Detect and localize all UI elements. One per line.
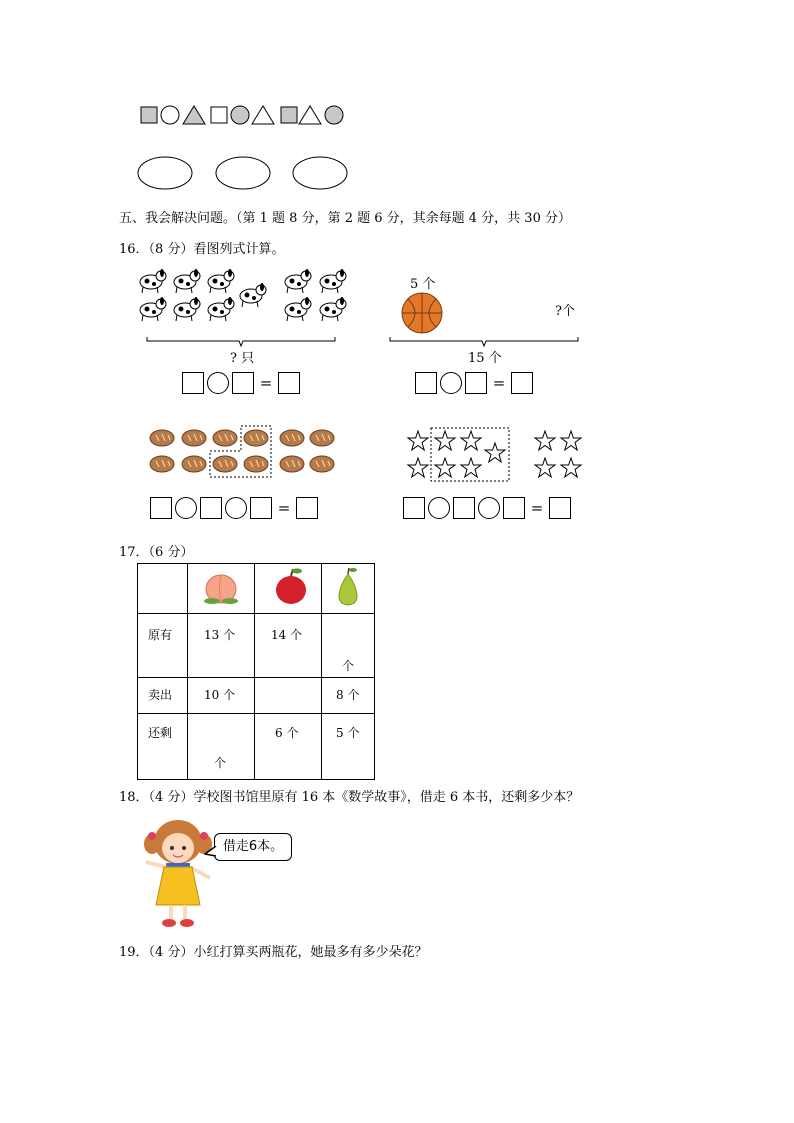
speech-text: 借走6本。 — [222, 839, 284, 854]
answer-box[interactable] — [182, 372, 204, 394]
ball-right-label: ?个 — [555, 304, 575, 319]
dogs-equation: = — [182, 372, 303, 394]
speech-bubble — [214, 833, 292, 861]
answer-box[interactable] — [453, 497, 475, 519]
fruit-table — [137, 563, 375, 780]
star-equation: = — [403, 497, 574, 519]
answer-box[interactable] — [503, 497, 525, 519]
answer-box[interactable] — [296, 497, 318, 519]
pear-sold: 8 个 — [336, 688, 360, 702]
pear-icon — [322, 564, 374, 610]
operator-circle[interactable] — [428, 497, 450, 519]
q18-title: 18．（4 分）学校图书馆里原有 16 本《数学故事》，借走 6 本书，还剩多少本？ — [119, 790, 580, 805]
apple-original: 14 个 — [271, 628, 303, 642]
answer-box[interactable] — [250, 497, 272, 519]
row-label-sold: 卖出 — [148, 688, 173, 702]
dogs-picture — [137, 268, 352, 328]
q19-title: 19．（4 分）小红打算买两瓶花，她最多有多少朵花？ — [119, 945, 428, 960]
q17-title: 17．（6 分） — [119, 545, 194, 560]
apple-remaining: 6 个 — [275, 726, 299, 740]
dogs-brace — [145, 335, 337, 347]
operator-circle[interactable] — [478, 497, 500, 519]
operator-circle[interactable] — [440, 372, 462, 394]
ball-top-label: 5 个 — [410, 277, 436, 292]
ball-equation: = — [415, 372, 536, 394]
peach-icon — [188, 564, 254, 610]
basketball-icon — [400, 291, 444, 335]
shape-sequence — [138, 103, 348, 127]
pear-original-unit: 个 — [342, 659, 355, 673]
operator-circle[interactable] — [225, 497, 247, 519]
peach-sold: 10 个 — [204, 688, 236, 702]
operator-circle[interactable] — [207, 372, 229, 394]
row-label-original: 原有 — [148, 628, 173, 642]
answer-box[interactable] — [150, 497, 172, 519]
section-title: 五、我会解决问题。（第 1 题 8 分，第 2 题 6 分，其余每题 4 分，共 30 分） — [119, 211, 571, 226]
answer-box[interactable] — [415, 372, 437, 394]
answer-box[interactable] — [200, 497, 222, 519]
answer-box[interactable] — [232, 372, 254, 394]
bread-picture — [147, 424, 342, 480]
q16-title: 16．（8 分）看图列式计算。 — [119, 242, 285, 257]
answer-box[interactable] — [511, 372, 533, 394]
peach-original: 13 个 — [204, 628, 236, 642]
dogs-label: ? 只 — [230, 351, 255, 366]
row-label-remaining: 还剩 — [148, 726, 173, 740]
bubble-tail — [204, 846, 218, 860]
bread-equation: = — [150, 497, 321, 519]
answer-box[interactable] — [403, 497, 425, 519]
answer-ovals — [135, 155, 355, 193]
girl-illustration — [138, 812, 218, 930]
answer-box[interactable] — [549, 497, 571, 519]
ball-brace — [388, 335, 580, 347]
pear-remaining: 5 个 — [336, 726, 360, 740]
answer-box[interactable] — [465, 372, 487, 394]
operator-circle[interactable] — [175, 497, 197, 519]
apple-icon — [255, 564, 321, 610]
star-picture — [405, 427, 585, 483]
ball-total-label: 15 个 — [468, 351, 502, 366]
answer-box[interactable] — [278, 372, 300, 394]
peach-remaining-unit: 个 — [214, 756, 227, 770]
